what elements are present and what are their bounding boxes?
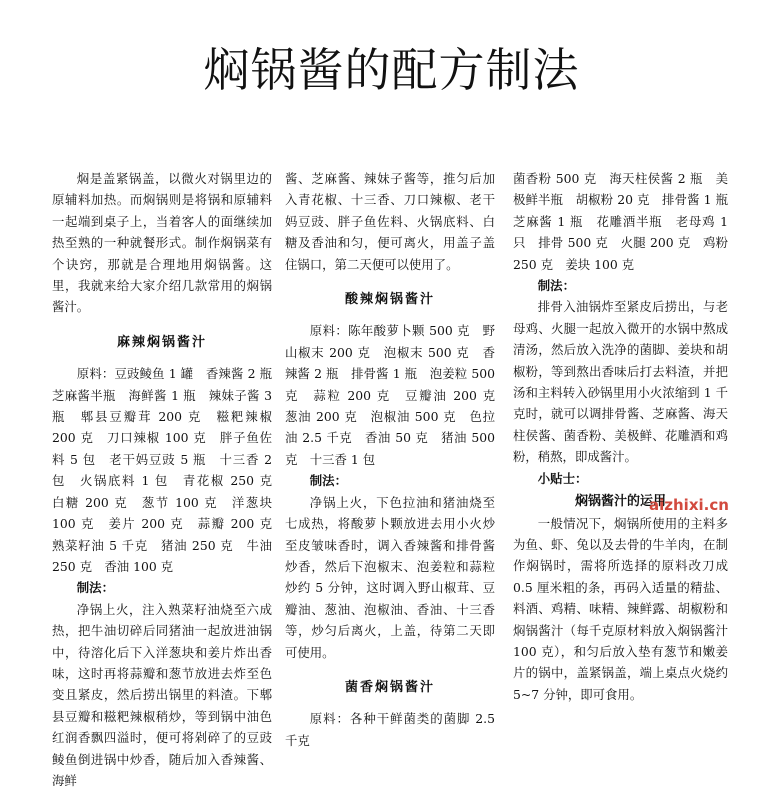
tip-paragraph: 一般情况下，焖锅所使用的主料多为鱼、虾、兔以及去骨的牛羊肉，在制作焖锅时，需将所选择的原料改刀成 0.5 厘米粗的条，再码入适量的精盐、料酒、鸡精、味精、辣鲜露、胡椒粉和焖锅酱汁（每千克原材料放入焖锅酱汁 100 克），和匀后放入垫有葱节和嫩姜片的锅中，盖紧锅盖，端上桌点火烧约 5~7 分钟，即可食用。 xyxy=(513,515,728,702)
section-heading-suanla: 酸辣焖锅酱汁 xyxy=(344,292,435,308)
junxiang-materials: 原料：各种干鲜菌类的菌脚 2.5 千克 xyxy=(285,711,495,748)
column-1 xyxy=(52,168,285,791)
junxiang-method-label: 制法： xyxy=(537,278,575,294)
mala-method-label: 制法： xyxy=(76,580,114,596)
page-title: 焖锅酱的配方制法 xyxy=(203,43,580,97)
watermark-text: aizhixi.cn xyxy=(649,496,729,514)
mala-method-continued: 酱、芝麻酱、辣妹子酱等，推匀后加入青花椒、十三香、刀口辣椒、老干妈豆豉、胖子鱼佐料、火锅底料、白糖及香油和匀，便可离火，用盖子盖住锅口，第二天便可以使用了。 xyxy=(285,171,495,272)
suanla-materials: 原料：陈年酸萝卜颗 500 克 野山椒末 200 克 泡椒末 500 克 香辣酱 2 瓶 排骨酱 1 瓶 泡姜粒 500 克 蒜粒 200 克 豆瓣油 200 克 葱油 200 克 泡椒油 500 克 色拉油 2.5 千克 香油 50 克 猪油 500 克 十三香 1 包 xyxy=(285,323,508,467)
watermark-logo xyxy=(649,496,729,514)
section-heading-junxiang: 菌香焖锅酱汁 xyxy=(344,679,435,695)
intro-paragraph: 焖是盖紧锅盖，以微火对锅里边的原辅料加热。而焖锅则是将锅和原辅料一起端到桌子上，当着客人的面继续加热至熟的一种就餐形式。制作焖锅菜有个诀窍，那就是合理地用焖锅酱。这里，我就来给大家介绍几款常用的焖锅酱汁。 xyxy=(52,171,272,315)
mala-method: 净锅上火，注入熟菜籽油烧至六成热，把牛油切碎后同猪油一起放进油锅中，待溶化后下入洋葱块和姜片炸出香味，这时再将蒜瓣和葱节放进去炸至色变且紧皮，然后捞出锅里的料渣。下郫县豆瓣和糍粑辣椒稍炒，等到锅中油色红润香飘四溢时，便可将剁碎了的豆豉鲮鱼倒进锅中炒香，随后加入香辣酱、海鲜 xyxy=(52,601,272,788)
tip-label: 小贴士： xyxy=(537,470,588,486)
junxiang-method: 排骨入油锅炸至紧皮后捞出，与老母鸡、火腿一起放入微开的水锅中熬成清汤，然后放入洗净的菌脚、姜块和胡椒粉，等到熬出香味后打去料渣，并把汤和主料转入砂锅里用小火浓缩到 1 千克时，就可以调排骨酱、芝麻酱、海天柱侯酱、菌香粉、美极鲜、花雕酒和鸡粉，稍熬，即成酱汁。 xyxy=(513,299,728,465)
section-heading-mala: 麻辣焖锅酱汁 xyxy=(116,334,207,350)
column-2 xyxy=(285,168,508,751)
tip-heading: 焖锅酱汁的运用 xyxy=(574,494,666,510)
suanla-method: 净锅上火，下色拉油和猪油烧至七成热，将酸萝卜颗放进去用小火炒至皮皱味香时，调入香辣酱和排骨酱炒香，然后下泡椒末、泡姜粒和蒜粒炒约 5 分钟，这时调入野山椒茸、豆瓣油、葱油、泡椒油、香油、十三香等，炒匀后离火，上盖，待第二天即可使用。 xyxy=(285,494,495,660)
column-3 xyxy=(513,168,741,705)
suanla-method-label: 制法： xyxy=(309,473,347,489)
junxiang-materials-continued: 菌香粉 500 克 海天柱侯酱 2 瓶 美极鲜半瓶 胡椒粉 20 克 排骨酱 1 瓶 芝麻酱 1 瓶 花雕酒半瓶 老母鸡 1 只 排骨 500 克 火腿 200 克 鸡粉 250 克 姜块 100 克 xyxy=(513,171,741,272)
mala-materials: 原料：豆豉鲮鱼 1 罐 香辣酱 2 瓶 芝麻酱半瓶 海鲜酱 1 瓶 辣妹子酱 3 瓶 郫县豆瓣茸 200 克 糍粑辣椒 200 克 刀口辣椒 100 克 胖子鱼佐料 5 包 老干妈豆豉 5 瓶 十三香 2 包 火锅底料 1 包 青花椒 250 克 白糖 200 克 葱节 100 克 洋葱块 100 克 姜片 200 克 蒜瓣 200 克 熟菜籽油 5 千克 猪油 250 克 牛油 250 克 香油 100 克 xyxy=(52,366,285,574)
